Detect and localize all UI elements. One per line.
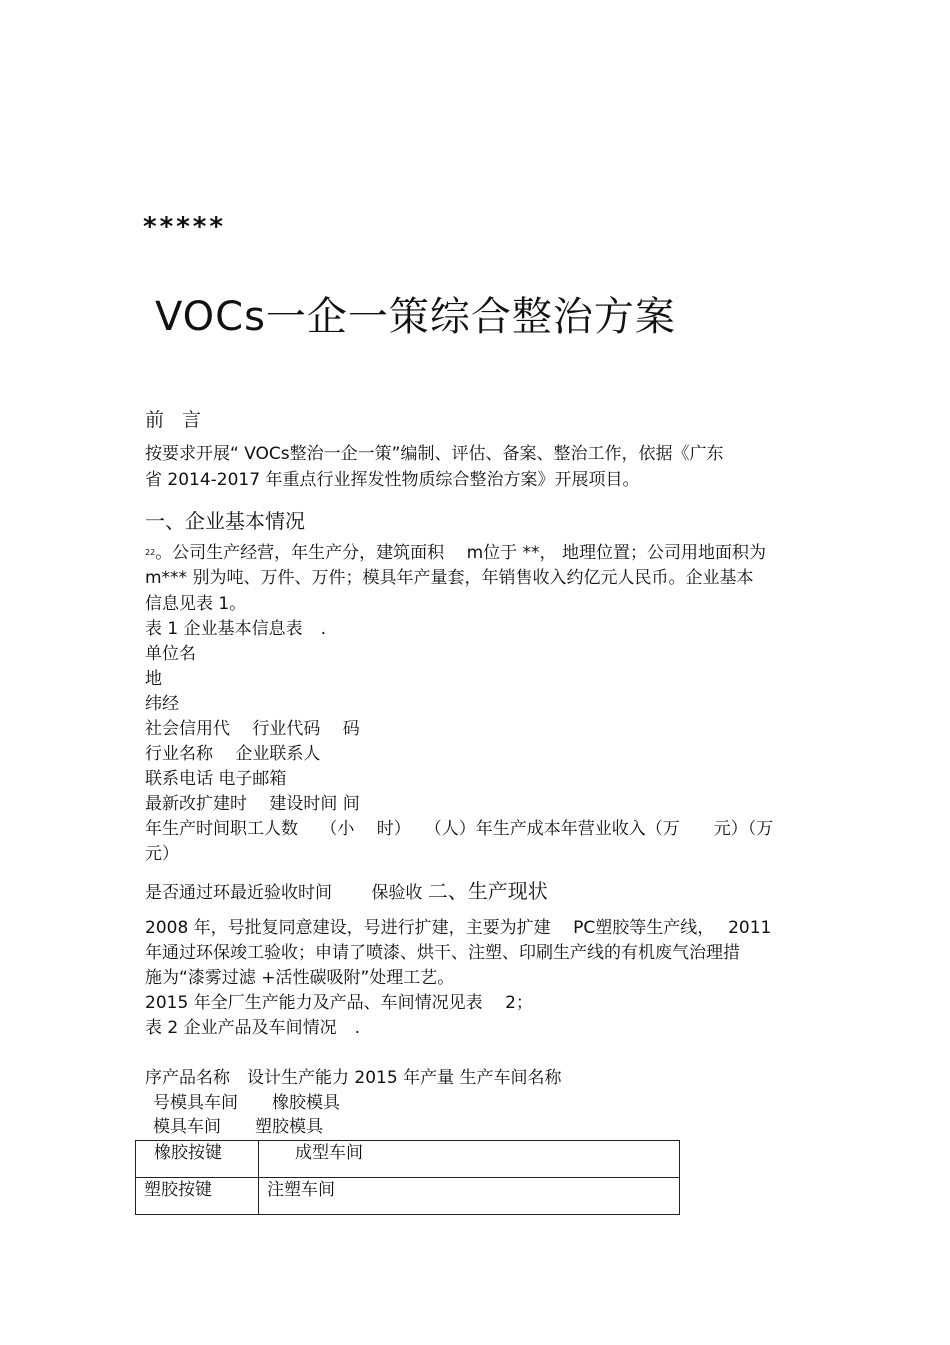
table1-caption-row bbox=[145, 618, 326, 640]
table2-dot: . bbox=[354, 1018, 361, 1038]
table-row bbox=[136, 1141, 680, 1178]
table1-row: 元） bbox=[145, 844, 179, 864]
table2-row-1: 号模具车间 橡胶模具 bbox=[153, 1093, 340, 1113]
section2-heading: 二、生产现状 bbox=[427, 879, 548, 903]
section2-line-3: 施为“漆雾过滤 +活性碳吸附”处理工艺。 bbox=[145, 968, 455, 988]
table1-row: 地 bbox=[145, 669, 162, 689]
workshop-cell: 注塑车间 bbox=[259, 1178, 680, 1215]
table1-row: 年生产时间职工人数 （小 时） （人）年生产成本年营业收入（万 元）（万 bbox=[145, 819, 774, 839]
section1-heading: 一、企业基本情况 bbox=[145, 509, 305, 533]
table2-row-2: 模具车间 塑胶模具 bbox=[153, 1117, 323, 1137]
document-title: VOCs一企一策综合整治方案 bbox=[155, 294, 676, 340]
table1-dot: . bbox=[320, 619, 327, 639]
product-cell: 塑胶按键 bbox=[136, 1178, 259, 1215]
stars-mark: ***** bbox=[143, 212, 226, 242]
table1-caption: 表 1 企业基本信息表 bbox=[145, 619, 303, 639]
superscript: 22 bbox=[145, 548, 156, 557]
section2-line-1: 2008 年，号批复同意建设，号进行扩建，主要为扩建 PC塑胶等生产线， 2011 bbox=[145, 918, 772, 938]
workshop-cell: 成型车间 bbox=[259, 1141, 680, 1178]
section1-line-3: 信息见表 1。 bbox=[145, 594, 247, 614]
section2-line-4: 2015 年全厂生产能力及产品、车间情况见表 2； bbox=[145, 993, 533, 1013]
section1-line-1 bbox=[145, 542, 766, 564]
section2-heading-row bbox=[145, 880, 548, 904]
section2-line-2: 年通过环保竣工验收；申请了喷漆、烘干、注塑、印刷生产线的有机废气治理措 bbox=[145, 943, 740, 963]
product-cell: 橡胶按键 bbox=[136, 1141, 259, 1178]
product-table bbox=[135, 1140, 680, 1215]
section1-line-2: m*** 别为吨、万件、万件；模具年产量套，年销售收入约亿元人民币。企业基本 bbox=[145, 568, 754, 588]
preface-line-1: 按要求开展“ VOCs整治一企一策”编制、评估、备案、整治工作，依据《广东 bbox=[145, 444, 724, 464]
table1-row: 纬经 bbox=[145, 694, 179, 714]
section1-line-1-text: 。公司生产经营，年生产分，建筑面积 m位于 **， 地理位置；公司用地面积为 bbox=[155, 543, 766, 563]
table1-row: 行业名称 企业联系人 bbox=[145, 744, 321, 764]
section2-prefix: 是否通过环最近验收时间 保验收 bbox=[145, 883, 423, 903]
table1-row: 最新改扩建时 建设时间 间 bbox=[145, 794, 360, 814]
table2-header: 序产品名称 设计生产能力 2015 年产量 生产车间名称 bbox=[145, 1068, 562, 1088]
table-row bbox=[136, 1178, 680, 1215]
preface-line-2: 省 2014-2017 年重点行业挥发性物质综合整治方案》开展项目。 bbox=[145, 470, 640, 490]
table2-caption: 表 2 企业产品及车间情况 bbox=[145, 1018, 337, 1038]
preface-heading: 前 言 bbox=[145, 409, 208, 431]
table1-row: 单位名 bbox=[145, 644, 196, 664]
table1-row: 社会信用代 行业代码 码 bbox=[145, 719, 360, 739]
table2-caption-row bbox=[145, 1017, 360, 1039]
table1-row: 联系电话 电子邮箱 bbox=[145, 769, 287, 789]
